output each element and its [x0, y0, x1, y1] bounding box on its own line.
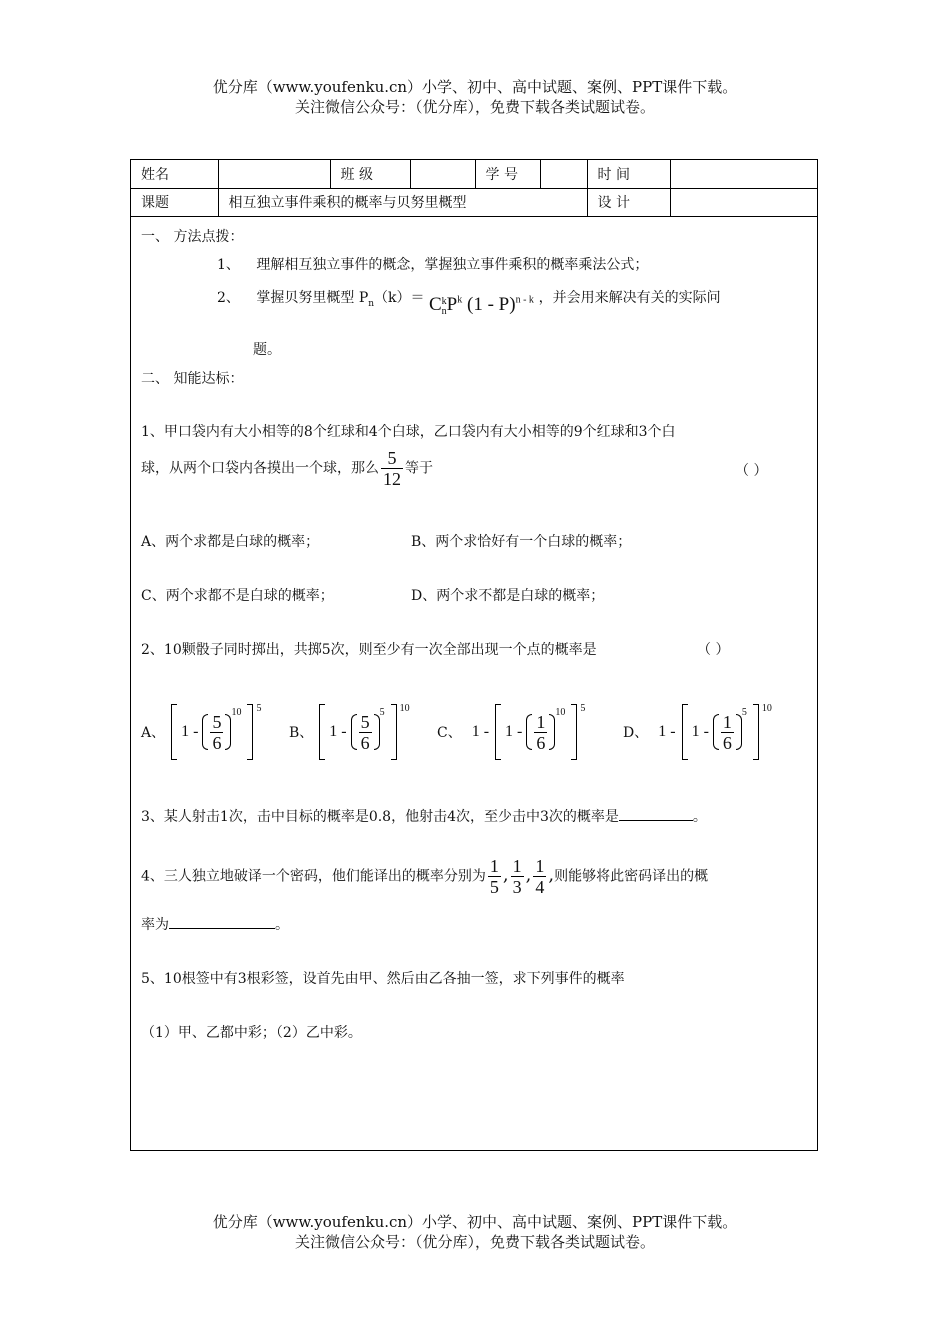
- q2-math-a: [171, 704, 261, 760]
- q2-option-b: [289, 702, 410, 762]
- q1-option-b: B、两个求恰好有一个白球的概率；: [411, 534, 632, 550]
- frac-num: 5: [212, 711, 222, 732]
- formula-k-sup: k: [441, 296, 447, 307]
- method-item-2-no: 2、: [217, 290, 240, 306]
- q5-parts: （1）甲、乙都中彩；（2）乙中彩。: [141, 1025, 362, 1041]
- method-item-2-cont: 题。: [253, 342, 281, 358]
- name-field[interactable]: [218, 160, 330, 188]
- q3-answer-blank[interactable]: [619, 806, 693, 821]
- q4-line2: [141, 914, 289, 934]
- topic-label: 课题: [131, 188, 218, 216]
- paren-left: [351, 714, 357, 750]
- q2-label-b: B、: [289, 725, 314, 741]
- frac-den: 4: [535, 877, 545, 897]
- student-no-label: 学 号: [475, 160, 540, 188]
- inner-exp: 10: [231, 706, 242, 718]
- q1-line2: [141, 448, 433, 489]
- inner-exp: 5: [741, 706, 747, 718]
- frac-num: 1: [722, 711, 732, 732]
- frac-num: 5: [360, 711, 370, 732]
- topic-value: 相互独立事件乘积的概率与贝努里概型: [218, 188, 587, 216]
- section2-heading: 二、 知能达标：: [141, 371, 244, 387]
- bracket-right: [247, 704, 253, 760]
- inner-exp: 5: [379, 706, 385, 718]
- q2-label-d: D、: [623, 725, 649, 741]
- q1-option-d: D、两个求不都是白球的概率；: [411, 588, 605, 604]
- q1-line2-pre: 球，从两个口袋内各摸出一个球，那么: [141, 460, 379, 477]
- bracket-left: [319, 704, 325, 760]
- frac-num: 1: [536, 711, 546, 732]
- q1-answer-paren[interactable]: （ ）: [735, 463, 768, 479]
- inner-exp: 10: [555, 706, 566, 718]
- one-minus: 1 -: [181, 723, 199, 740]
- frac-den: 6: [536, 732, 546, 753]
- design-field[interactable]: [670, 188, 817, 216]
- outer-one-minus: 1 -: [471, 723, 490, 740]
- section1-heading: 一、 方法点拨：: [141, 229, 244, 245]
- outer-exp: 5: [580, 702, 586, 714]
- frac-1-6: [534, 712, 547, 753]
- q4-line1: [141, 856, 708, 897]
- formula-one-minus-p: (1 - P): [467, 294, 516, 315]
- q1-fraction: [381, 448, 403, 489]
- comma: ,: [548, 864, 555, 886]
- comma: ,: [525, 864, 532, 886]
- q2-option-d: [623, 702, 772, 762]
- comma: ,: [502, 864, 509, 886]
- method-item-2-suffix: ，并会用来解决有关的实际问: [538, 290, 721, 306]
- frac-den: 6: [722, 732, 732, 753]
- q1-line1: 1、甲口袋内有大小相等的8个红球和4个白球，乙口袋内有大小相等的9个红球和3个白: [141, 424, 676, 440]
- bracket-left: [682, 704, 688, 760]
- class-field[interactable]: [410, 160, 475, 188]
- q2-math-d: [654, 704, 772, 760]
- bracket-left: [495, 704, 501, 760]
- time-field[interactable]: [670, 160, 817, 188]
- formula-n-sub: n: [441, 306, 447, 317]
- paren-left: [202, 714, 208, 750]
- paren-right: [736, 714, 742, 750]
- q4-text-pre: 4、三人独立地破译一个密码，他们能译出的概率分别为: [141, 868, 486, 885]
- q4-text-post: 则能够将此密码译出的概: [554, 868, 709, 885]
- q4-line2-pre: 率为: [141, 917, 169, 933]
- q2-label-c: C、: [437, 725, 462, 741]
- bracket-left: [171, 704, 177, 760]
- method-item-1-no: 1、: [217, 257, 240, 273]
- frac-den: 5: [489, 877, 499, 897]
- paren-right: [549, 714, 555, 750]
- paren-left: [713, 714, 719, 750]
- q4-answer-blank[interactable]: [169, 914, 275, 929]
- frac-num: 1: [489, 856, 499, 876]
- q1-option-c: C、两个求都不是白球的概率；: [141, 588, 334, 604]
- q1-frac-num: 5: [387, 448, 397, 468]
- one-minus: 1 -: [329, 723, 347, 740]
- frac-den: 6: [360, 732, 370, 753]
- formula-p: P: [446, 294, 458, 315]
- bracket-right: [753, 704, 759, 760]
- q2-answer-paren[interactable]: （ ）: [697, 642, 730, 658]
- outer-one-minus: 1 -: [658, 723, 676, 740]
- q1-frac-den: 12: [383, 469, 401, 489]
- bracket-right: [571, 704, 577, 760]
- method-item-2-sub: n: [368, 298, 375, 309]
- method-item-1: [217, 254, 648, 274]
- outer-exp: 10: [761, 702, 772, 714]
- name-label: 姓名: [131, 160, 218, 188]
- q4-frac-3: [533, 856, 546, 897]
- outer-exp: 10: [399, 702, 410, 714]
- method-item-1-text: 理解相互独立事件的概念，掌握独立事件乘积的概率乘法公式；: [256, 257, 649, 273]
- q1-option-a: A、两个求都是白球的概率；: [141, 534, 320, 550]
- frac-num: 1: [512, 856, 522, 876]
- bracket-right: [391, 704, 397, 760]
- footer-line2: 关注微信公众号：（优分库），免费下载各类试题试卷。: [294, 1233, 655, 1251]
- paren-right: [225, 714, 231, 750]
- q2-label-a: A、: [141, 725, 166, 741]
- student-no-field[interactable]: [540, 160, 587, 188]
- q2-option-c: [437, 702, 585, 762]
- frac-5-6: [359, 712, 372, 753]
- worksheet: [130, 159, 818, 1151]
- paren-left: [526, 714, 532, 750]
- footer-line1: 优分库（www.youfenku.cn）小学、初中、高中试题、案例、PPT课件下载。: [212, 1213, 738, 1231]
- q3-line: [141, 806, 707, 826]
- outer-exp: 5: [256, 702, 262, 714]
- header-line2: 关注微信公众号：（优分库），免费下载各类试题试卷。: [294, 98, 655, 116]
- bernoulli-formula: [429, 294, 539, 315]
- frac-den: 3: [512, 877, 522, 897]
- formula-nk-exp: n - k: [515, 294, 534, 306]
- method-item-2-mid: （k）＝: [374, 290, 425, 306]
- q3-text: 3、某人射击1次，击中目标的概率是0.8，他射击4次，至少击中3次的概率是: [141, 809, 619, 825]
- q5-text: 5、10根签中有3根彩签，设首先由甲、然后由乙各抽一签，求下列事件的概率: [141, 971, 625, 987]
- class-label: 班 级: [330, 160, 410, 188]
- page-footer: [0, 1212, 950, 1252]
- design-label: 设 计: [587, 188, 670, 216]
- frac-5-6: [210, 712, 223, 753]
- page-header: [0, 77, 950, 117]
- paren-right: [374, 714, 380, 750]
- q4-frac-1: [488, 856, 501, 897]
- q2-option-a: [141, 702, 261, 762]
- q2-math-b: [319, 704, 409, 760]
- method-item-2-prefix: 掌握贝努里概型 P: [256, 290, 369, 306]
- q4-frac-2: [511, 856, 524, 897]
- q3-end: 。: [692, 809, 707, 825]
- formula-k-exp: k: [457, 294, 463, 306]
- time-label: 时 间: [587, 160, 670, 188]
- formula-c: C: [428, 294, 442, 315]
- info-table: [131, 160, 817, 217]
- q2-math-c: [468, 704, 586, 760]
- method-item-2: [217, 286, 721, 317]
- one-minus: 1 -: [505, 723, 523, 740]
- q4-line2-post: 。: [275, 917, 289, 933]
- frac-den: 6: [212, 732, 222, 753]
- frac-1-6: [721, 712, 734, 753]
- frac-num: 1: [535, 856, 545, 876]
- q2-text: 2、10颗骰子同时掷出，共掷5次，则至少有一次全部出现一个点的概率是: [141, 642, 597, 658]
- q1-line2-post: 等于: [405, 460, 433, 477]
- header-line1: 优分库（www.youfenku.cn）小学、初中、高中试题、案例、PPT课件下载。: [212, 78, 738, 96]
- one-minus: 1 -: [691, 723, 709, 740]
